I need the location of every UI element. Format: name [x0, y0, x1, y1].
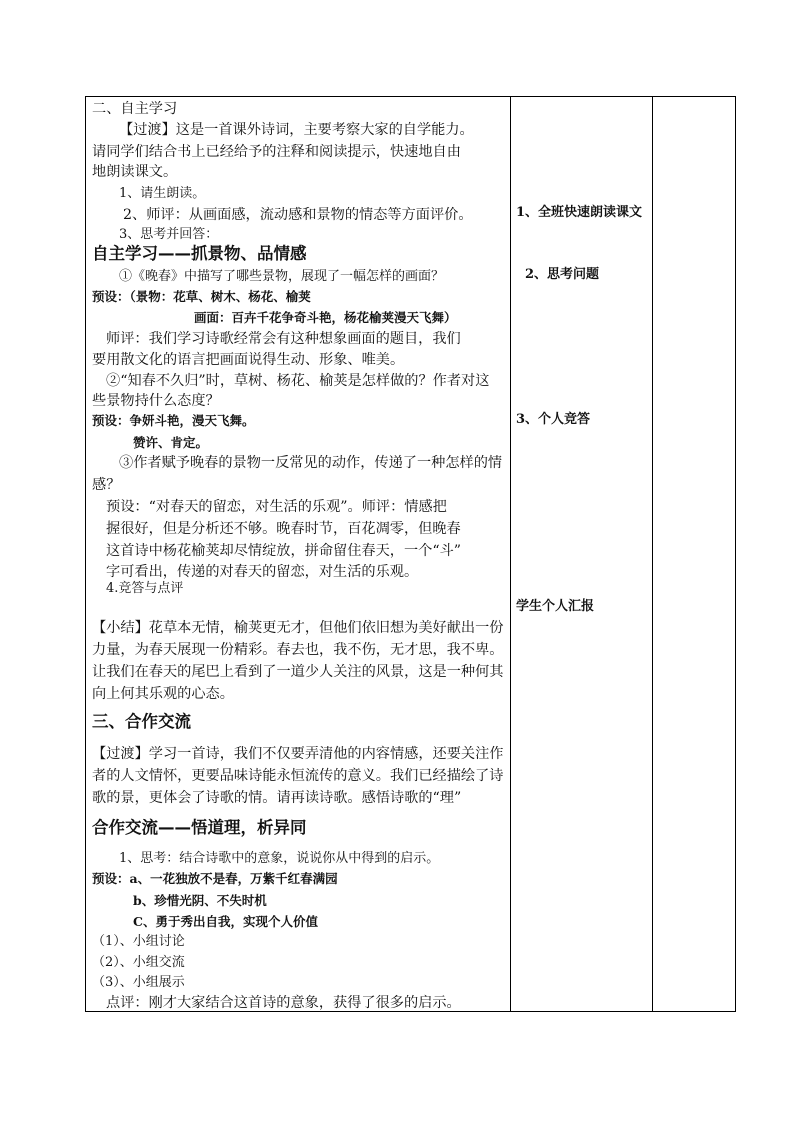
transition-text: 【过渡】学习一首诗，我们不仅要弄清他的内容情感，还要关注作	[92, 746, 504, 762]
step-text: 2、师评：从画面感，流动感和景物的情态等方面评价。	[123, 207, 473, 223]
question-text: ②“知春不久归”时，草树、杨花、榆荚是怎样做的？作者对这	[106, 373, 490, 389]
question-text: ③作者赋予晚春的景物一反常见的动作，传递了一种怎样的情	[119, 455, 503, 471]
summary-text: 力量，为春天展现一份精彩。春去也，我不伤，无才思，我不卑。	[92, 642, 504, 658]
summary-text: 让我们在春天的尾巴上看到了一道少人关注的风景，这是一种何其	[92, 664, 504, 680]
question-text: 些景物持什么态度？	[92, 393, 220, 409]
body-text: 字可看出，传递的对春天的留恋，对生活的乐观。	[106, 564, 419, 580]
summary-text: 向上何其乐观的心态。	[92, 686, 234, 702]
question-text: 感？	[92, 477, 121, 493]
body-text: 这首诗中杨花榆荚却尽情绽放，拼命留住春天，一个“斗”	[106, 543, 462, 559]
section-heading: 三、合作交流	[92, 712, 191, 731]
preset-answer: C、勇于秀出自我，实现个人价值	[133, 914, 318, 929]
body-text: 地朗读课文。	[92, 164, 178, 180]
preset-answer: 预设：“对春天的留恋，对生活的乐观”。师评：情感把	[106, 499, 447, 515]
subsection-heading: 合作交流——悟道理，析异同	[92, 818, 307, 837]
preset-answer: 预设：a、一花独放不是春，万紫千红春满园	[92, 871, 338, 886]
step-text: 4.竞答与点评	[106, 581, 184, 596]
body-text: 请同学们结合书上已经给予的注释和阅读提示，快速地自由	[92, 144, 461, 160]
student-activity-cell	[511, 97, 652, 1011]
teaching-content-cell	[86, 97, 510, 1011]
preset-answer: 赞许、肯定。	[133, 435, 209, 450]
step-text: 3、思考并回答：	[119, 227, 219, 242]
teacher-comment: 点评：刚才大家结合这首诗的意象，获得了很多的启示。	[106, 995, 461, 1011]
preset-answer: 预设：争妍斗艳，漫天飞舞。	[92, 413, 255, 428]
student-activity: 2、思考问题	[525, 267, 600, 282]
group-step: （2）、小组交流	[92, 955, 185, 970]
teacher-comment: 师评：我们学习诗歌经常会有这种想象画面的题目，我们	[106, 331, 461, 347]
step-text: 1、请生朗读。	[119, 186, 206, 201]
subsection-heading: 自主学习——抓景物、品情感	[92, 244, 307, 263]
section-heading: 二、自主学习	[92, 101, 178, 117]
body-text: 要用散文化的语言把画面说得生动、形象、唯美。	[92, 352, 405, 368]
column-divider	[652, 97, 653, 1011]
group-step: （1）、小组讨论	[92, 934, 185, 949]
body-text: 握很好，但是分析还不够。晚春时节，百花凋零，但晚春	[106, 521, 461, 537]
group-step: （3）、小组展示	[92, 975, 185, 990]
student-activity: 1、全班快速朗读课文	[516, 205, 643, 220]
summary-text: 【小结】花草本无情，榆荚更无才，但他们依旧想为美好献出一份	[92, 620, 504, 636]
preset-answer: b、珍惜光阴、不失时机	[133, 893, 267, 908]
student-activity: 学生个人汇报	[516, 599, 595, 614]
question-text: 1、思考：结合诗歌中的意象，说说你从中得到的启示。	[119, 851, 440, 866]
question-text: ①《晚春》中描写了哪些景物，展现了一幅怎样的画面？	[119, 269, 445, 284]
lesson-plan-table	[85, 96, 736, 1012]
body-text: 者的人文情怀，更要品味诗能永恒流传的意义。我们已经描绘了诗	[92, 768, 504, 784]
body-text: 歌的景，更体会了诗歌的情。请再读诗歌。感悟诗歌的“理”	[92, 790, 462, 806]
transition-text: 【过渡】这是一首课外诗词，主要考察大家的自学能力。	[119, 122, 474, 138]
student-activity: 3、个人竞答	[516, 412, 591, 427]
preset-answer: 画面：百卉千花争奇斗艳，杨花榆荚漫天飞舞）	[194, 310, 457, 325]
preset-answer: 预设：（景物：花草、树木、杨花、榆荚	[92, 289, 311, 304]
